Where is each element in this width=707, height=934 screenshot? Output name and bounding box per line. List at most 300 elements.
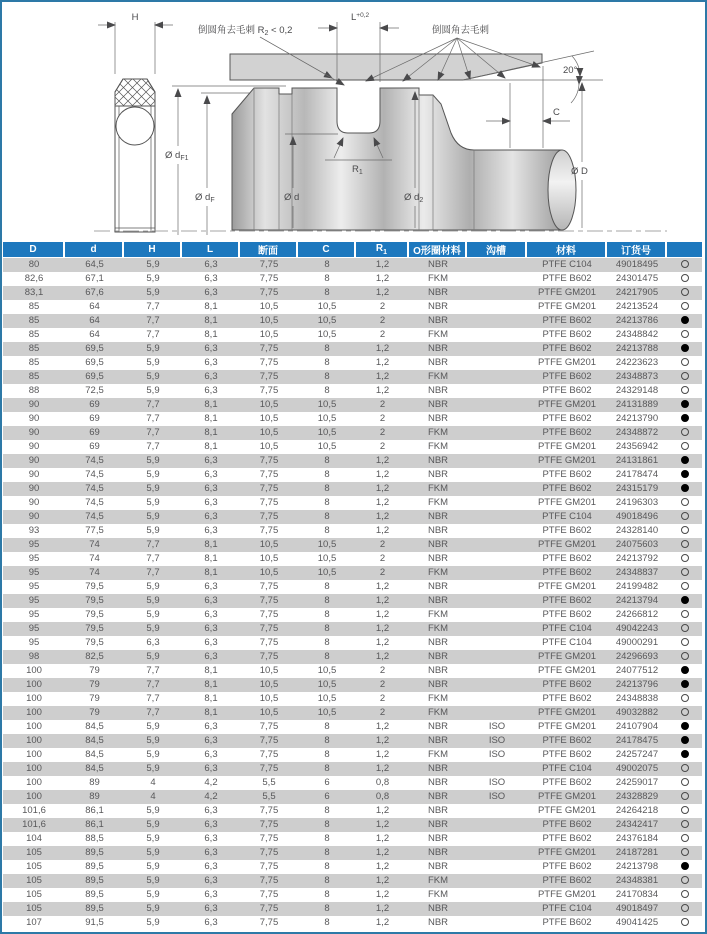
cell: 6,3 (204, 889, 218, 900)
cell: PTFE B602 (542, 861, 592, 872)
cell: 6,3 (182, 902, 240, 916)
cell: 82,6 (24, 273, 44, 284)
cell: 7,75 (240, 902, 298, 916)
cell: 7,75 (259, 385, 279, 396)
table-row (3, 748, 702, 762)
cell: 49018495 (607, 258, 667, 272)
availability-dot-open (681, 792, 689, 800)
cell (467, 832, 527, 846)
table-row (3, 650, 702, 664)
cell: 8,1 (204, 441, 218, 452)
cell: 74 (65, 566, 124, 580)
cell: 5,9 (146, 385, 160, 396)
cell: 100 (3, 678, 65, 692)
availability-dot-open (681, 554, 689, 562)
header-row (3, 242, 702, 258)
cell: 7,75 (259, 273, 279, 284)
cell: 7,75 (240, 650, 298, 664)
cell: 8 (324, 469, 330, 480)
cell (467, 566, 527, 580)
cell: NBR (409, 734, 467, 748)
availability-cell (667, 916, 702, 930)
cell: FKM (409, 874, 467, 888)
cell: 0,8 (375, 777, 390, 788)
cell: 49032882 (607, 706, 667, 720)
cell: 5,9 (124, 846, 182, 860)
cell: 24329148 (615, 385, 659, 396)
cell (467, 510, 527, 524)
cell: 7,75 (240, 818, 298, 832)
cell: 89,5 (65, 902, 124, 916)
table-row (3, 664, 702, 678)
cell: 7,7 (124, 678, 182, 692)
cell: NBR (409, 790, 467, 804)
cell: 10,5 (259, 301, 279, 312)
table-row (3, 468, 702, 482)
cell: 1,2 (375, 581, 390, 592)
table-row (3, 342, 702, 356)
availability-cell (667, 398, 702, 412)
table-row (3, 328, 702, 342)
cell: 79,5 (85, 581, 104, 592)
cell: FKM (427, 497, 449, 508)
table-row (3, 426, 702, 440)
cell: 82,5 (65, 650, 124, 664)
availability-cell (667, 678, 702, 692)
cell: 7,75 (240, 594, 298, 608)
cell: 7,75 (240, 510, 298, 524)
cell: 10,5 (317, 693, 337, 704)
cell: 1,2 (375, 609, 390, 620)
cell: 84,5 (85, 749, 104, 760)
cell: 95 (28, 581, 40, 592)
availability-dot-open (681, 820, 689, 828)
cell (467, 902, 527, 916)
cell: 5,9 (124, 286, 182, 300)
cell: 1,2 (356, 454, 409, 468)
cell: 24199482 (615, 581, 659, 592)
cell: 7,75 (259, 861, 279, 872)
cell: 49018496 (607, 510, 667, 524)
cell: 24178474 (615, 469, 659, 480)
table-row (3, 874, 702, 888)
cell: 7,75 (259, 497, 279, 508)
cell: FKM (427, 749, 449, 760)
cell: 8 (298, 650, 356, 664)
cell: 10,5 (240, 398, 298, 412)
cell: FKM (409, 482, 467, 496)
cell: 10,5 (298, 538, 356, 552)
cell: 7,75 (259, 609, 279, 620)
cell (467, 468, 527, 482)
availability-cell (667, 902, 702, 916)
availability-dot-open (681, 652, 689, 660)
col-header-H: H (124, 242, 182, 258)
col-header-材料: 材料 (527, 242, 607, 258)
cell: 5,9 (124, 622, 182, 636)
cell: 90 (3, 426, 65, 440)
cell: 69 (89, 441, 100, 452)
technical-drawing (2, 2, 705, 242)
cell: 69 (65, 398, 124, 412)
seal-cross-section (115, 79, 155, 232)
table-row (3, 398, 702, 412)
cell: 7,7 (124, 566, 182, 580)
cell: 7,7 (146, 665, 160, 676)
cell: PTFE B602 (542, 553, 592, 564)
cell: NBR (409, 762, 467, 776)
cell (467, 874, 527, 888)
cell: 7,7 (146, 693, 160, 704)
availability-dot-open (681, 624, 689, 632)
cell: 80 (3, 258, 65, 272)
cell: 104 (26, 833, 42, 844)
availability-cell (667, 510, 702, 524)
cell: 10,5 (298, 566, 356, 580)
cell: 74,5 (65, 454, 124, 468)
cell: 7,75 (259, 917, 279, 928)
cell (467, 678, 527, 692)
cell: 6,3 (182, 286, 240, 300)
cell: PTFE C104 (527, 622, 607, 636)
availability-dot-open (681, 260, 689, 268)
cell: 49041425 (615, 917, 659, 928)
cell: 90 (28, 469, 40, 480)
cell: PTFE C104 (527, 510, 607, 524)
availability-cell (667, 804, 702, 818)
cell: 7,7 (146, 301, 160, 312)
cell: 86,1 (85, 805, 104, 816)
cell: NBR (409, 510, 467, 524)
availability-cell (667, 790, 702, 804)
availability-dot-open (681, 498, 689, 506)
cell: 79 (65, 678, 124, 692)
cell: 6,3 (204, 637, 218, 648)
cell: 2 (356, 398, 409, 412)
cell: 1,2 (375, 805, 390, 816)
availability-cell (667, 496, 702, 510)
availability-cell (667, 608, 702, 622)
cell: 5,9 (124, 510, 182, 524)
cell (467, 860, 527, 874)
cell: 85 (3, 342, 65, 356)
table-row (3, 454, 702, 468)
cell: 67,1 (85, 273, 104, 284)
availability-dot-open (681, 512, 689, 520)
cell: 5,9 (124, 594, 182, 608)
availability-dot-open (681, 848, 689, 856)
label-deburr-left: 倒圆角去毛刺 $R_2 < 0,2$ (198, 25, 293, 37)
cell: PTFE GM201 (537, 581, 597, 592)
cell: 24301475 (615, 273, 659, 284)
cell: 6,3 (182, 454, 240, 468)
cell: PTFE GM201 (537, 889, 597, 900)
cell (467, 426, 527, 440)
cell (467, 314, 527, 328)
cell: NBR (409, 342, 467, 356)
cell: 89,5 (65, 846, 124, 860)
cell: 1,2 (356, 650, 409, 664)
cell: 67,6 (65, 286, 124, 300)
cell: 6,3 (204, 721, 218, 732)
cell: 105 (3, 874, 65, 888)
cell: FKM (427, 329, 449, 340)
availability-dot-open (681, 442, 689, 450)
cell: 6,3 (204, 861, 218, 872)
table-row (3, 916, 702, 930)
cell (467, 482, 527, 496)
table-row (3, 846, 702, 860)
cell: PTFE B602 (542, 273, 592, 284)
cell: 88,5 (85, 833, 104, 844)
cell: PTFE B602 (527, 370, 607, 384)
cell (467, 706, 527, 720)
cell: 1,2 (356, 482, 409, 496)
col-header-O形圈材料: O形圈材料 (409, 242, 467, 258)
availability-cell (667, 720, 702, 734)
cell: NBR (427, 721, 449, 732)
cell: 24077512 (615, 665, 659, 676)
label-dim-c: C (553, 107, 560, 118)
cell: 24213796 (607, 678, 667, 692)
availability-cell (667, 342, 702, 356)
table-row (3, 412, 702, 426)
cell: PTFE B602 (542, 917, 592, 928)
cell: 1,2 (356, 902, 409, 916)
availability-dot-open (681, 876, 689, 884)
cell: 10,5 (240, 566, 298, 580)
cell: FKM (427, 441, 449, 452)
cell: 10,5 (298, 426, 356, 440)
cell: 24259017 (615, 777, 659, 788)
availability-dot-open (681, 638, 689, 646)
cell: 5,9 (124, 734, 182, 748)
cell: NBR (427, 357, 449, 368)
cell: 7,75 (240, 482, 298, 496)
cell: PTFE C104 (527, 762, 607, 776)
cell: 79,5 (65, 622, 124, 636)
cell: 83,1 (3, 286, 65, 300)
cell: NBR (427, 861, 449, 872)
cell: 8 (298, 258, 356, 272)
cell: 100 (3, 734, 65, 748)
availability-dot-open (681, 708, 689, 716)
cell: PTFE GM201 (537, 665, 597, 676)
cell: NBR (427, 413, 449, 424)
col-header-d: d (65, 242, 124, 258)
cell: 7,75 (259, 833, 279, 844)
cell: NBR (427, 525, 449, 536)
cell: 8 (324, 385, 330, 396)
availability-dot-open (681, 694, 689, 702)
cell: 2 (379, 441, 386, 452)
cell: 6,3 (182, 594, 240, 608)
cell: 6,3 (182, 482, 240, 496)
cell: 5,9 (146, 357, 160, 368)
table-row (3, 552, 702, 566)
table-row (3, 356, 702, 370)
cell: 2 (379, 665, 386, 676)
cell: 2 (379, 553, 386, 564)
cell: 8 (298, 874, 356, 888)
cell: 7,75 (240, 370, 298, 384)
cell: 24075603 (607, 538, 667, 552)
cell: 8 (324, 805, 330, 816)
shaft-end-ellipse (548, 150, 576, 230)
cell: 105 (26, 861, 42, 872)
availability-dot-open (681, 372, 689, 380)
cell: 24376184 (615, 833, 659, 844)
cell: PTFE B602 (542, 693, 592, 704)
table-row (3, 370, 702, 384)
availability-dot-filled (681, 316, 689, 324)
cell: 8 (298, 594, 356, 608)
cell: 64,5 (65, 258, 124, 272)
cell: 10,5 (240, 314, 298, 328)
label-dia-dF1: Ø $d_{F1}$ (165, 150, 189, 162)
availability-cell (667, 440, 702, 454)
cell: PTFE B602 (542, 833, 592, 844)
cell: 24213794 (607, 594, 667, 608)
cell: PTFE B602 (542, 413, 592, 424)
availability-cell (667, 580, 702, 594)
cell: 105 (3, 846, 65, 860)
availability-dot-open (681, 274, 689, 282)
table-row (3, 860, 702, 874)
cell: 100 (3, 706, 65, 720)
cell: 8,1 (182, 538, 240, 552)
cell: NBR (427, 301, 449, 312)
availability-dot-filled (681, 750, 689, 758)
label-r1: $R_1$ (352, 164, 363, 176)
cell: NBR (409, 398, 467, 412)
cell: 8 (324, 273, 330, 284)
table-header (3, 242, 702, 258)
cell: PTFE B602 (542, 385, 592, 396)
cell: 24348873 (607, 370, 667, 384)
cell: 74 (89, 553, 100, 564)
cell: ISO (488, 721, 506, 732)
cell: 1,2 (356, 818, 409, 832)
availability-cell (667, 328, 702, 342)
availability-cell (667, 272, 702, 286)
cell: PTFE B602 (527, 874, 607, 888)
cell: PTFE GM201 (527, 454, 607, 468)
cell: 10,5 (259, 553, 279, 564)
cell: 2 (379, 301, 386, 312)
cell: 7,75 (240, 762, 298, 776)
table-row (3, 636, 702, 650)
availability-cell (667, 384, 702, 398)
cell (467, 552, 527, 566)
cell: PTFE C104 (542, 637, 592, 648)
availability-dot-open (681, 288, 689, 296)
cell: 10,5 (259, 693, 279, 704)
col-header-断面: 断面 (240, 242, 298, 258)
availability-dot-open (681, 358, 689, 366)
cell: 85 (3, 370, 65, 384)
cell: PTFE GM201 (527, 706, 607, 720)
cell: 7,7 (124, 706, 182, 720)
cell: 4 (150, 777, 156, 788)
cell: 101,6 (22, 805, 46, 816)
cell: 8,1 (204, 553, 218, 564)
cell: 24213792 (615, 553, 659, 564)
cell: 74,5 (85, 497, 104, 508)
cell: 90 (28, 413, 40, 424)
table-row (3, 832, 702, 846)
cell (467, 440, 527, 454)
table-row (3, 818, 702, 832)
cell: 1,2 (356, 734, 409, 748)
cell (467, 650, 527, 664)
cell: FKM (409, 566, 467, 580)
cell: NBR (427, 637, 449, 648)
cell (467, 846, 527, 860)
cell: 7,75 (240, 258, 298, 272)
availability-dot-filled (681, 484, 689, 492)
cell: 24170834 (615, 889, 659, 900)
cell: NBR (427, 581, 449, 592)
cell: 8 (324, 609, 330, 620)
cell: FKM (427, 273, 449, 284)
cell: 6,3 (182, 622, 240, 636)
cell: 5,9 (146, 833, 160, 844)
availability-dot-open (681, 778, 689, 786)
table-row (3, 888, 702, 902)
availability-cell (667, 426, 702, 440)
label-dim-l: $L^{+0,2}$ (351, 12, 370, 23)
cell: 5,9 (146, 273, 160, 284)
cell (467, 328, 527, 342)
cell: PTFE GM201 (527, 846, 607, 860)
table-row (3, 482, 702, 496)
cell: FKM (427, 609, 449, 620)
cell: 95 (28, 637, 40, 648)
cell: 6,3 (182, 258, 240, 272)
cell: 89,5 (85, 861, 104, 872)
cell: PTFE B602 (527, 566, 607, 580)
cell (467, 356, 527, 370)
cell (467, 818, 527, 832)
cell: 10,5 (259, 441, 279, 452)
label-dia-d2: Ø $d_2$ (404, 192, 424, 204)
cell: 10,5 (317, 413, 337, 424)
table-row (3, 678, 702, 692)
cell: 8,1 (204, 413, 218, 424)
cell: 24348872 (607, 426, 667, 440)
cell: NBR (409, 286, 467, 300)
cell: 1,2 (356, 286, 409, 300)
cell: 8,1 (204, 665, 218, 676)
cell: ISO (467, 734, 527, 748)
table-row (3, 384, 702, 398)
cell: 1,2 (356, 594, 409, 608)
table-row (3, 538, 702, 552)
cell: 6,3 (204, 497, 218, 508)
cell: 24348838 (615, 693, 659, 704)
cell: 1,2 (356, 258, 409, 272)
availability-cell (667, 664, 702, 678)
availability-dot-open (681, 890, 689, 898)
cell: NBR (409, 314, 467, 328)
cell: PTFE B602 (542, 749, 592, 760)
cell: 8 (298, 846, 356, 860)
cell: PTFE B602 (542, 777, 592, 788)
part-spec-table (3, 242, 702, 930)
availability-dot-open (681, 582, 689, 590)
table-row (3, 804, 702, 818)
